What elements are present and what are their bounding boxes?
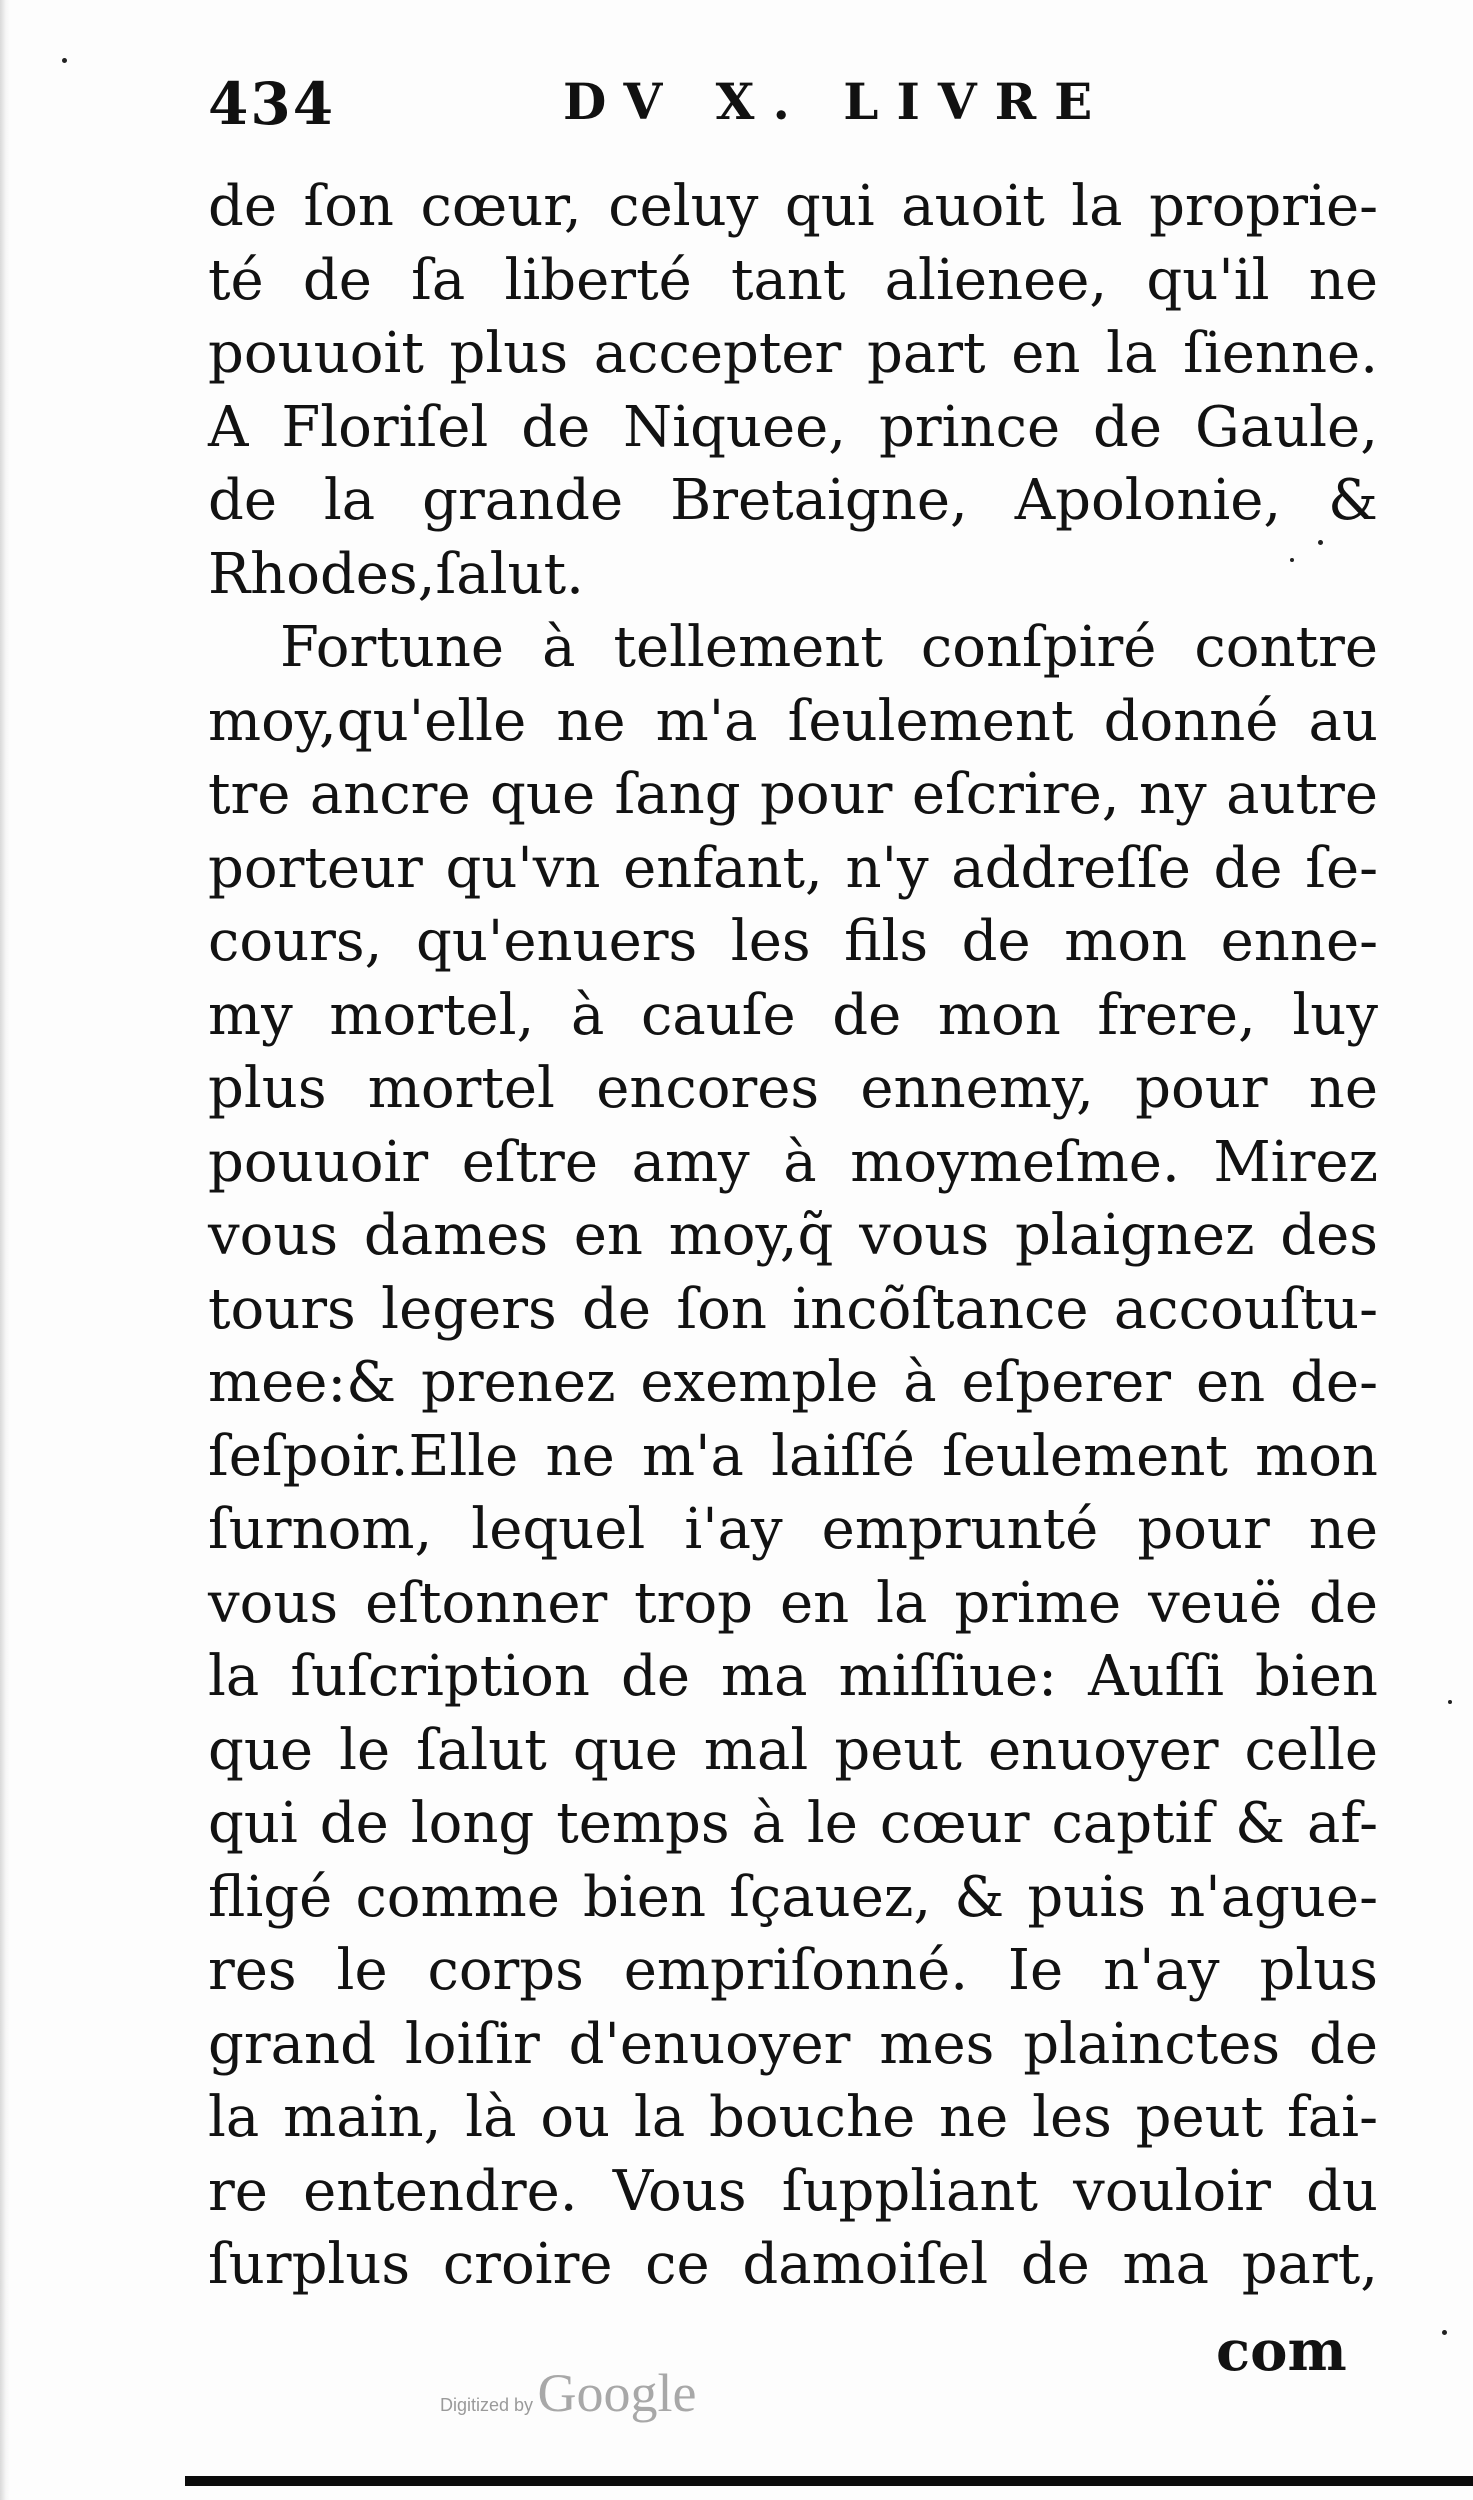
- text-line: té de ſa liberté tant alienee, qu'il ne: [208, 247, 1378, 313]
- ink-speck: [62, 58, 67, 63]
- text-line: ſeſpoir.Elle ne m'a laiſſé ſeulement mon: [208, 1423, 1378, 1489]
- text-line: tre ancre que ſang pour eſcrire, ny autre: [208, 762, 1378, 827]
- text-line: qui de long temps à le cœur captif & af-: [208, 1791, 1378, 1856]
- ink-speck: [1318, 540, 1323, 545]
- text-line: la ſuſcription de ma miſſiue: Auſſi bien: [208, 1644, 1378, 1709]
- text-line: cours, qu'enuers les fils de mon enne-: [208, 909, 1378, 974]
- catchword: com: [1216, 2318, 1347, 2384]
- text-line: res le corps empriſonné. Ie n'ay plus: [208, 1938, 1378, 2003]
- text-line: la main, là ou la bouche ne les peut fai-: [208, 2085, 1378, 2150]
- ink-speck: [1290, 558, 1294, 562]
- paragraph-first-line: Fortune à tellement conſpiré contre: [280, 615, 1378, 680]
- text-line: moy,qu'elle ne m'a ſeulement donné au: [208, 688, 1378, 754]
- text-line: que le ſalut que mal peut enuoyer celle: [208, 1717, 1378, 1783]
- running-head: DV X. LIVRE: [563, 72, 1111, 131]
- text-line: re entendre. Vous ſuppliant vouloir du: [208, 2158, 1378, 2224]
- ink-speck: [1442, 2330, 1447, 2335]
- text-line: de ſon cœur, celuy qui auoit la proprie-: [208, 174, 1378, 239]
- text-line: fligé comme bien ſçauez, & puis n'ague-: [208, 1864, 1378, 1930]
- page-header: [208, 70, 1348, 160]
- scan-bottom-edge: [185, 2476, 1473, 2486]
- body-text: [208, 170, 1378, 2302]
- text-line: pouuoit plus accepter part en la ſienne.: [208, 321, 1378, 386]
- letter-salutation-line: A Floriſel de Niquee, prince de Gaule,: [208, 394, 1378, 460]
- text-line: plus mortel encores ennemy, pour ne: [208, 1056, 1378, 1121]
- text-line: vous eſtonner trop en la prime veuë de: [208, 1570, 1378, 1636]
- text-line: pouuoir eſtre amy à moymeſme. Mirez: [208, 1129, 1378, 1195]
- text-line: my mortel, à cauſe de mon frere, luy: [208, 982, 1378, 1048]
- digitized-by-label: Digitized by: [440, 2395, 534, 2415]
- letter-salutation-line: Rhodes,ſalut.: [208, 541, 584, 607]
- letter-salutation-line: de la grande Bretaigne, Apolonie, &: [208, 468, 1378, 533]
- digitized-by-google-watermark: [440, 2362, 696, 2424]
- text-line: ſurnom, lequel i'ay emprunté pour ne: [208, 1497, 1378, 1562]
- text-line: ſurplus croire ce damoiſel de ma part,: [208, 2232, 1378, 2297]
- text-line: porteur qu'vn enfant, n'y addreſſe de ſe-: [208, 835, 1378, 901]
- text-line: tours legers de ſon incõſtance accouſtu-: [208, 1276, 1378, 1342]
- page-number: 434: [208, 70, 336, 138]
- text-line: mee:& prenez exemple à eſperer en de-: [208, 1350, 1378, 1415]
- text-line: grand loiſir d'enuoyer mes plainctes de: [208, 2011, 1378, 2077]
- google-logo-text: Google: [537, 2363, 697, 2423]
- page-gutter-shadow: [0, 0, 10, 2500]
- text-line: vous dames en moy,q̃ vous plaignez des: [208, 1203, 1378, 1268]
- ink-speck: [1448, 1700, 1452, 1704]
